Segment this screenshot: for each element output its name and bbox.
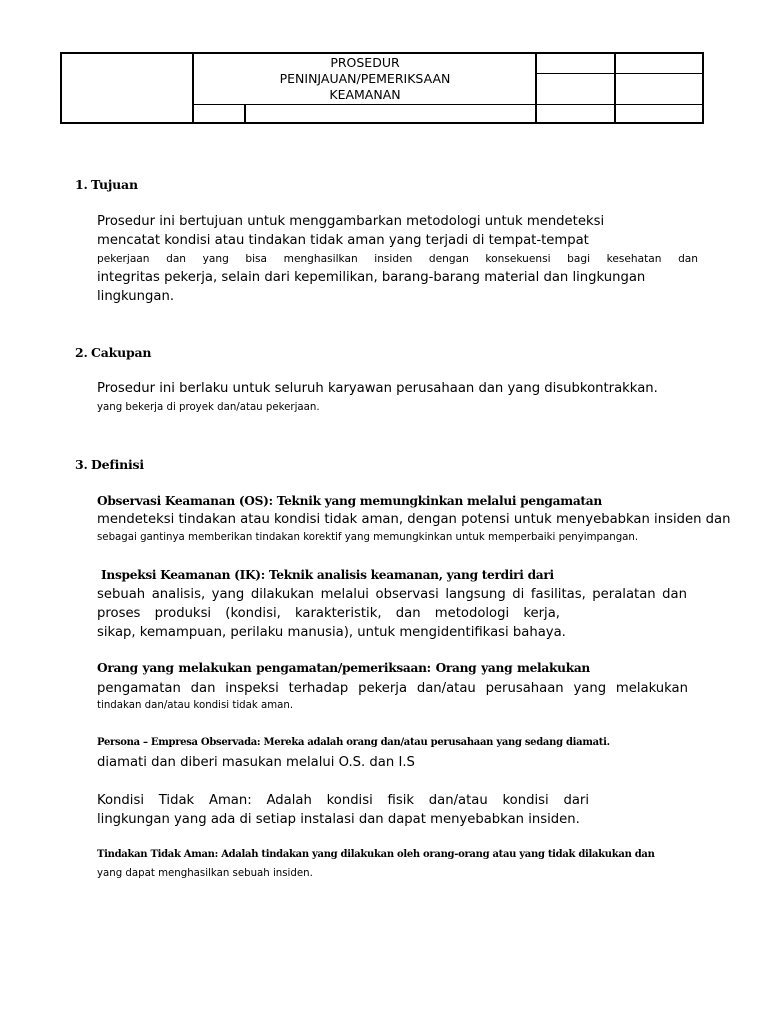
definition-line: Kondisi Tidak Aman: Adalah kondisi fisik dan/atau kondisi dari [97, 793, 589, 808]
definition-title: Orang yang melakukan pengamatan/pemeriksaan: Orang yang melakukan [97, 661, 590, 675]
header-table [60, 52, 704, 124]
title-line: PENINJAUAN/PEMERIKSAAN [279, 71, 451, 86]
definition-line: sikap, kemampuan, perilaku manusia), untuk mengidentifikasi bahaya. [97, 625, 566, 640]
document-title [194, 55, 536, 105]
section-number: 3. [75, 457, 88, 472]
definition-line: sebuah analisis, yang dilakukan melalui observasi langsung di fasilitas, peralatan dan [97, 587, 687, 602]
paragraph-line: pekerjaan dan yang bisa menghasilkan insiden dengan konsekuensi bagi kesehatan dan [97, 253, 698, 265]
section-number: 1. [75, 177, 88, 192]
section-number: 2. [75, 345, 88, 360]
definition-title: Tindakan Tidak Aman: Adalah tindakan yang dilakukan oleh orang-orang atau yang tidak dilakukan dan [97, 849, 655, 860]
section-title: Definisi [91, 457, 144, 472]
title-line: KEAMANAN [329, 87, 401, 102]
definition-line: diamati dan diberi masukan melalui O.S. dan I.S [97, 755, 415, 770]
paragraph-line: lingkungan. [97, 289, 175, 304]
header-divider [614, 54, 616, 122]
section-title: Cakupan [91, 345, 152, 360]
section-heading-definisi [75, 457, 144, 472]
definition-line: tindakan dan/atau kondisi tidak aman. [97, 700, 294, 711]
definition-line: proses produksi (kondisi, karakteristik, dan metodologi kerja, [97, 606, 560, 621]
definition-title: Persona – Empresa Observada: Mereka adalah orang dan/atau perusahaan yang sedang diamati. [97, 737, 610, 748]
definition-line: sebagai gantinya memberikan tindakan korektif yang memungkinkan untuk memperbaiki penyimpangan. [97, 532, 639, 543]
definition-line: pengamatan dan inspeksi terhadap pekerja dan/atau perusahaan yang melakukan [97, 681, 688, 696]
section-heading-tujuan [75, 177, 138, 192]
definition-line: yang dapat menghasilkan sebuah insiden. [97, 868, 313, 879]
definition-line: mendeteksi tindakan atau kondisi tidak aman, dengan potensi untuk menyebabkan insiden dan [97, 512, 731, 527]
title-line: PROSEDUR [330, 55, 400, 70]
header-divider [535, 73, 704, 74]
paragraph-line: mencatat kondisi atau tindakan tidak aman yang terjadi di tempat-tempat [97, 233, 589, 248]
paragraph-line: Prosedur ini berlaku untuk seluruh karyawan perusahaan dan yang disubkontrakkan. [97, 381, 658, 396]
definition-line: lingkungan yang ada di setiap instalasi dan dapat menyebabkan insiden. [97, 812, 580, 827]
definition-title: Observasi Keamanan (OS): Teknik yang memungkinkan melalui pengamatan [97, 494, 602, 508]
paragraph-line: Prosedur ini bertujuan untuk menggambarkan metodologi untuk mendeteksi [97, 214, 605, 229]
header-divider [244, 104, 246, 122]
definition-title: Inspeksi Keamanan (IK): Teknik analisis keamanan, yang terdiri dari [101, 568, 554, 582]
paragraph-line: integritas pekerja, selain dari kepemilikan, barang-barang material dan lingkungan [97, 270, 646, 285]
section-title: Tujuan [91, 177, 138, 192]
section-heading-cakupan [75, 345, 151, 360]
paragraph-line: yang bekerja di proyek dan/atau pekerjaan. [97, 402, 320, 413]
